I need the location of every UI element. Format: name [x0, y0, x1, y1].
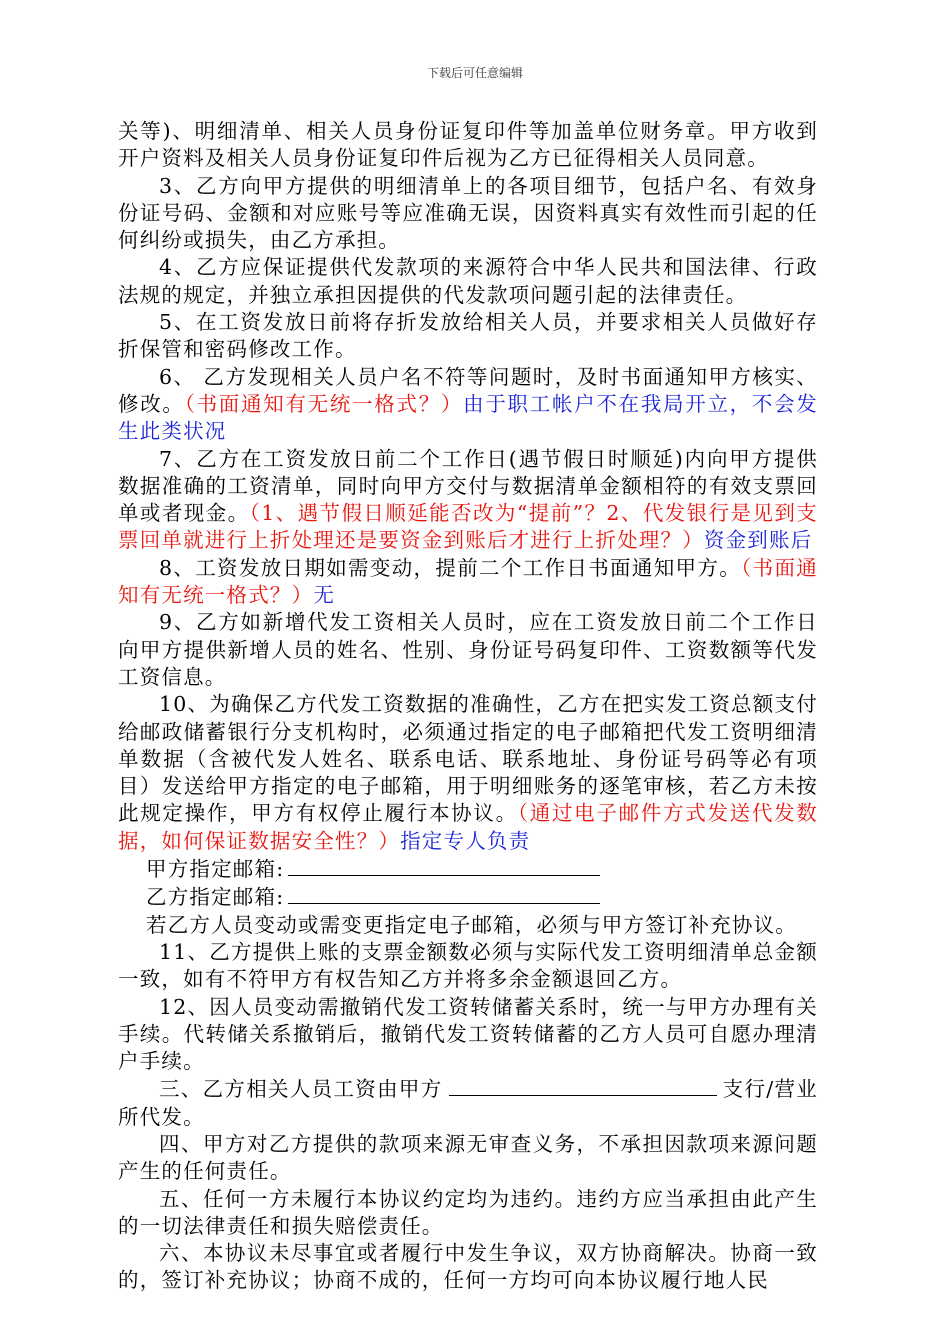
branch-name-blank[interactable] — [449, 1075, 717, 1096]
section-6: 六、本协议未尽事宜或者履行中发生争议，双方协商解决。协商一致的，签订补充协议；协商不成的，任何一方均可向本协议履行地人民 — [118, 1241, 818, 1293]
clause-8-answer: 无 — [313, 583, 336, 608]
clause-10-text: 10、为确保乙方代发工资数据的准确性，乙方在把实发工资总额支付给邮政储蓄银行分支机构时，必须通过指定的电子邮箱把代发工资明细清单数据（含被代发人姓名、联系电话、联系地址、身份证号码等必有项目）发送给甲方指定的电子邮箱，用于明细账务的逐笔审核，若乙方未按此规定操作，甲方有权停止履行本协议。 — [118, 692, 818, 826]
clause-3: 3、乙方向甲方提供的明细清单上的各项目细节，包括户名、有效身份证号码、金额和对应账号等应准确无误，因资料真实有效性而引起的任何纠纷或损失，由乙方承担。 — [118, 173, 818, 253]
clause-6-text: 6、 乙方发现相关人员户名不符等问题时，及时书面通知甲方核实、修改。 — [118, 364, 818, 416]
party-b-email-blank[interactable] — [288, 883, 600, 904]
section-4: 四、甲方对乙方提供的款项来源无审查义务，不承担因款项来源问题产生的任何责任。 — [118, 1131, 818, 1184]
email-change-note: 若乙方人员变动或需变更指定电子邮箱，必须与甲方签订补充协议。 — [146, 912, 797, 937]
section-3 — [118, 1075, 818, 1131]
clause-9: 9、乙方如新增代发工资相关人员时，应在工资发放日前二个工作日向甲方提供新增人员的姓名、性别、身份证号码复印件、工资数额等代发工资信息。 — [118, 610, 818, 689]
clause-5: 5、在工资发放日前将存折发放给相关人员，并要求相关人员做好存折保管和密码修改工作。 — [118, 310, 818, 362]
clause-4: 4、乙方应保证提供代发款项的来源符合中华人民共和国法律、行政法规的规定，并独立承担因提供的代发款项问题引起的法律责任。 — [118, 255, 818, 307]
clause-6-answer: 由于职工帐户不在我局开立，不会发生此类状况 — [118, 391, 818, 444]
paragraph-continuation: 关等)、明细清单、相关人员身份证复印件等加盖单位财务章。甲方收到开户资料及相关人员身份证复印件后视为乙方已征得相关人员同意。 — [118, 119, 818, 171]
clause-7 — [118, 446, 818, 555]
clause-7-question: （1、遇节假日顺延能否改为“提前”？2、代发银行是见到支票回单就进行上折处理还是要资金到账后才进行上折处理？） — [118, 501, 818, 553]
clause-6 — [118, 364, 818, 446]
party-a-email-row — [118, 855, 818, 883]
clause-11: 11、乙方提供上账的支票金额数必须与实际代发工资明细清单总金额一致，如有不符甲方有权告知乙方并将多余金额退回乙方。 — [118, 939, 818, 992]
section-3-text-before: 三、乙方相关人员工资由甲方 — [159, 1077, 443, 1102]
clause-8-question: （书面通知有无统一格式？） — [118, 555, 818, 608]
clause-7-text: 7、乙方在工资发放日前二个工作日(遇节假日时顺延)内向甲方提供数据准确的工资清单，同时向甲方交付与数据清单金额相符的有效支票回单或者现金。 — [118, 446, 818, 526]
clause-7-answer: 资金到账后 — [703, 528, 813, 553]
party-a-email-blank[interactable] — [288, 855, 600, 876]
section-5: 五、任何一方未履行本协议约定均为违约。违约方应当承担由此产生的一切法律责任和损失赔偿责任。 — [118, 1186, 818, 1238]
clause-8-text: 8、工资发放日期如需变动，提前二个工作日书面通知甲方。 — [159, 555, 742, 580]
clause-10 — [118, 691, 818, 855]
clause-10-answer: 指定专人负责 — [400, 828, 531, 853]
party-b-email-row — [118, 883, 818, 911]
party-b-email-label: 乙方指定邮箱: — [146, 885, 285, 910]
party-a-email-label: 甲方指定邮箱: — [146, 857, 285, 882]
clause-8 — [118, 555, 818, 610]
clause-10-question: （通过电子邮件方式发送代发数据，如何保证数据安全性？） — [118, 801, 818, 853]
document-body — [118, 118, 818, 1295]
section-3-text-after: 支行/营业所代发。 — [118, 1077, 818, 1129]
clause-6-question: （书面通知有无统一格式？） — [184, 391, 464, 416]
page-header: 下载后可任意编辑 — [426, 66, 523, 80]
clause-12: 12、因人员变动需撤销代发工资转储蓄关系时，统一与甲方办理有关手续。代转储关系撤销后，撤销代发工资转储蓄的乙方人员可自愿办理清户手续。 — [118, 994, 818, 1074]
